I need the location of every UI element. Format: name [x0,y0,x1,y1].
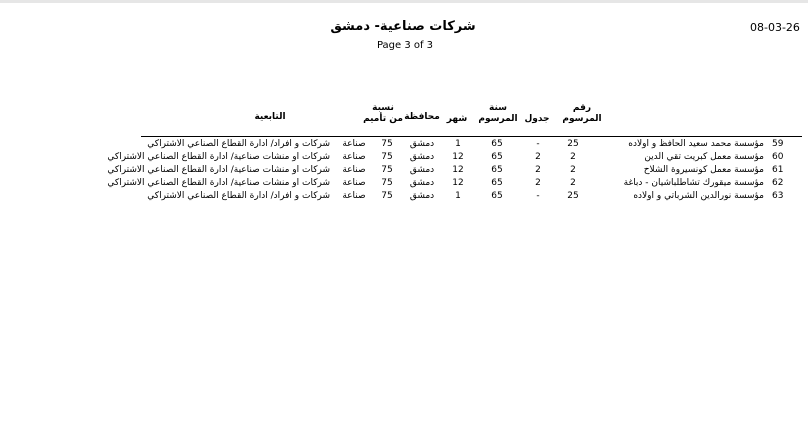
governorate: دمشق [409,178,435,188]
header-rule [141,136,802,137]
decree-number: 2 [570,152,576,162]
decree-year: 65 [491,152,503,162]
header-decree-no-line2: المرسوم [562,114,602,124]
sector: صناعة [342,191,366,201]
month-value: 1 [455,139,461,149]
company-name: مؤسسة معمل كونسيروة الشلاح [643,165,764,175]
table-row [0,177,808,190]
governorate: دمشق [409,139,435,149]
row-number: 63 [772,191,784,201]
decree-number: 25 [567,139,579,149]
header-decree-no-line1: رقم [572,103,592,113]
month-value: 12 [452,178,464,188]
row-number: 59 [772,139,784,149]
header-decree-year [478,103,518,125]
report-date: 08-03-26 [750,21,800,34]
governorate: دمشق [409,152,435,162]
governorate: دمشق [409,191,435,201]
table-row [0,190,808,203]
month-value: 1 [455,191,461,201]
insurance-ratio: 75 [381,152,393,162]
insurance-ratio: 75 [381,178,393,188]
sector: صناعة [342,152,366,162]
header-decree-year-line1: سنة [489,103,507,113]
sector: صناعة [342,165,366,175]
affiliation: شركات و افراد/ ادارة القطاع الصناعي الاشتراكي [147,191,330,201]
table-value: 2 [535,165,541,175]
decree-year: 65 [491,178,503,188]
table-value: - [536,139,540,149]
header-table: جدول [524,114,550,124]
header-decree-no [562,103,602,125]
table-value: - [536,191,540,201]
table-row [0,164,808,177]
row-number: 60 [772,152,784,162]
table-value: 2 [535,152,541,162]
decree-year: 65 [491,165,503,175]
header-insurance-ratio-line2: من تأميم [363,114,403,124]
header-affiliation: التابعية [254,112,286,122]
insurance-ratio: 75 [381,139,393,149]
affiliation: شركات او منشات صناعية/ ادارة القطاع الصناعي الاشتراكي [107,178,330,188]
sector: صناعة [342,139,366,149]
affiliation: شركات او منشات صناعية/ ادارة القطاع الصناعي الاشتراكي [107,152,330,162]
affiliation: شركات و افراد/ ادارة القطاع الصناعي الاشتراكي [147,139,330,149]
header-governorate: محافظة [404,112,440,122]
governorate: دمشق [409,165,435,175]
window-edge [0,0,808,3]
table-row [0,151,808,164]
header-month: شهر [446,114,468,124]
decree-year: 65 [491,139,503,149]
insurance-ratio: 75 [381,165,393,175]
sector: صناعة [342,178,366,188]
report-title: شركات صناعية- دمشق [330,19,476,34]
company-name: مؤسسة محمد سعيد الحافظ و اولاده [628,139,764,149]
month-value: 12 [452,165,464,175]
decree-number: 25 [567,191,579,201]
company-name: مؤسسة ميقورك تشاطلباشيان - دباغة [623,178,764,188]
table-row [0,138,808,151]
decree-number: 2 [570,165,576,175]
decree-number: 2 [570,178,576,188]
row-number: 61 [772,165,784,175]
table-value: 2 [535,178,541,188]
header-decree-year-line2: المرسوم [478,114,518,124]
company-name: مؤسسة نورالدين الشرباتي و اولاده [633,191,764,201]
decree-year: 65 [491,191,503,201]
company-name: مؤسسة معمل كبريت تقي الدين [644,152,764,162]
header-insurance-ratio-line1: نسبة [372,103,394,113]
insurance-ratio: 75 [381,191,393,201]
affiliation: شركات او منشات صناعية/ ادارة القطاع الصناعي الاشتراكي [107,165,330,175]
row-number: 62 [772,178,784,188]
header-insurance-ratio [360,103,406,125]
page-indicator: Page 3 of 3 [376,40,434,51]
month-value: 12 [452,152,464,162]
